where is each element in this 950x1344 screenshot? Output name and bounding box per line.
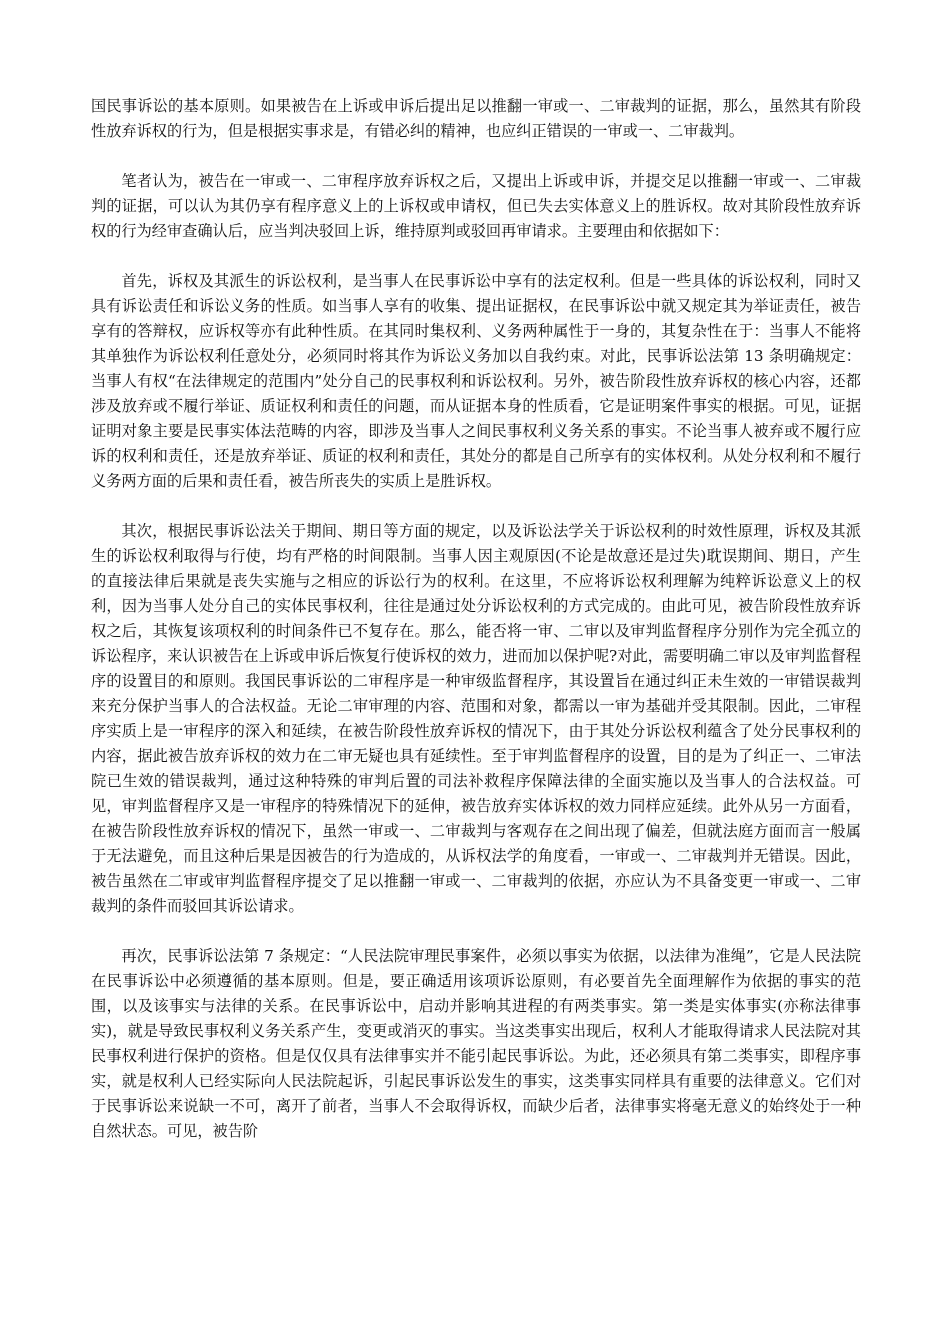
document-body	[91, 94, 861, 1144]
paragraph-first-reason: 首先，诉权及其派生的诉讼权利，是当事人在民事诉讼中享有的法定权利。但是一些具体的诉讼权利，同时又具有诉讼责任和诉讼义务的性质。如当事人享有的收集、提出证据权，在民事诉讼中就又规定其为举证责任，被告享有的答辩权，应诉权等亦有此种性质。在其同时集权利、义务两种属性于一身的，其复杂性在于：当事人不能将其单独作为诉讼权利任意处分，必须同时将其作为诉讼义务加以自我约束。对此，民事诉讼法第 13 条明确规定：当事人有权“在法律规定的范围内”处分自己的民事权利和诉讼权利。另外，被告阶段性放弃诉权的核心内容，还都涉及放弃或不履行举证、质证权利和责任的问题，而从证据本身的性质看，它是证明案件事实的根据。可见，证据证明对象主要是民事实体法范畴的内容，即涉及当事人之间民事权利义务关系的事实。不论当事人被弃或不履行应诉的权利和责任，还是放弃举证、质证的权利和责任，其处分的都是自己所享有的实体权利。从处分权利和不履行义务两方面的后果和责任看，被告所丧失的实质上是胜诉权。	[91, 272, 861, 490]
paragraph-author-view: 笔者认为，被告在一审或一、二审程序放弃诉权之后，又提出上诉或申诉，并提交足以推翻一审或一、二审裁判的证据，可以认为其仍享有程序意义上的上诉权或申请权，但已失去实体意义上的胜诉权。故对其阶段性放弃诉权的行为经审查确认后，应当判决驳回上诉，维持原判或驳回再审请求。主要理由和依据如下：	[91, 172, 861, 240]
paragraph-continuation: 国民事诉讼的基本原则。如果被告在上诉或申诉后提出足以推翻一审或一、二审裁判的证据，那么，虽然其有阶段性放弃诉权的行为，但是根据实事求是，有错必纠的精神，也应纠正错误的一审或一、二审裁判。	[91, 97, 861, 140]
paragraph-third-reason: 再次，民事诉讼法第 7 条规定：“人民法院审理民事案件，必须以事实为依据，以法律为准绳”，它是人民法院在民事诉讼中必须遵循的基本原则。但是，要正确适用该项诉讼原则，有必要首先全面理解作为依据的事实的范围，以及该事实与法律的关系。在民事诉讼中，启动并影响其进程的有两类事实。第一类是实体事实(亦称法律事实)，就是导致民事权利义务关系产生，变更或消灭的事实。当这类事实出现后，权利人才能取得请求人民法院对其民事权利进行保护的资格。但是仅仅具有法律事实并不能引起民事诉讼。为此，还必须具有第二类事实，即程序事实，就是权利人已经实际向人民法院起诉，引起民事诉讼发生的事实，这类事实同样具有重要的法律意义。它们对于民事诉讼来说缺一不可，离开了前者，当事人不会取得诉权，而缺少后者，法律事实将毫无意义的始终处于一种自然状态。可见，被告阶	[91, 947, 861, 1140]
paragraph-second-reason: 其次，根据民事诉讼法关于期间、期日等方面的规定，以及诉讼法学关于诉讼权利的时效性原理，诉权及其派生的诉讼权利取得与行使，均有严格的时间限制。当事人因主观原因(不论是故意还是过失)耽误期间、期日，产生的直接法律后果就是丧失实施与之相应的诉讼行为的权利。在这里，不应将诉讼权利理解为纯粹诉讼意义上的权利，因为当事人处分自己的实体民事权利，往往是通过处分诉讼权利的方式完成的。由此可见，被告阶段性放弃诉权之后，其恢复该项权利的时间条件已不复存在。那么，能否将一审、二审以及审判监督程序分别作为完全孤立的诉讼程序，来认识被告在上诉或申诉后恢复行使诉权的效力，进而加以保护呢?对此，需要明确二审以及审判监督程序的设置目的和原则。我国民事诉讼的二审程序是一种审级监督程序，其设置旨在通过纠正未生效的一审错误裁判来充分保护当事人的合法权益。无论二审审理的内容、范围和对象，都需以一审为基础并受其限制。因此，二审程序实质上是一审程序的深入和延续，在被告阶段性放弃诉权的情况下，由于其处分诉讼权利蕴含了处分民事权利的内容，据此被告放弃诉权的效力在二审无疑也具有延续性。至于审判监督程序的设置，目的是为了纠正一、二审法院已生效的错误裁判，通过这种特殊的审判后置的司法补救程序保障法律的全面实施以及当事人的合法权益。可见，审判监督程序又是一审程序的特殊情况下的延伸，被告放弃实体诉权的效力同样应延续。此外从另一方面看，在被告阶段性放弃诉权的情况下，虽然一审或一、二审裁判与客观存在之间出现了偏差，但就法庭方面而言一般属于无法避免，而且这种后果是因被告的行为造成的，从诉权法学的角度看，一审或一、二审裁判并无错误。因此，被告虽然在二审或审判监督程序提交了足以推翻一审或一、二审裁判的依据，亦应认为不具备变更一审或一、二审裁判的条件而驳回其诉讼请求。	[91, 522, 861, 915]
